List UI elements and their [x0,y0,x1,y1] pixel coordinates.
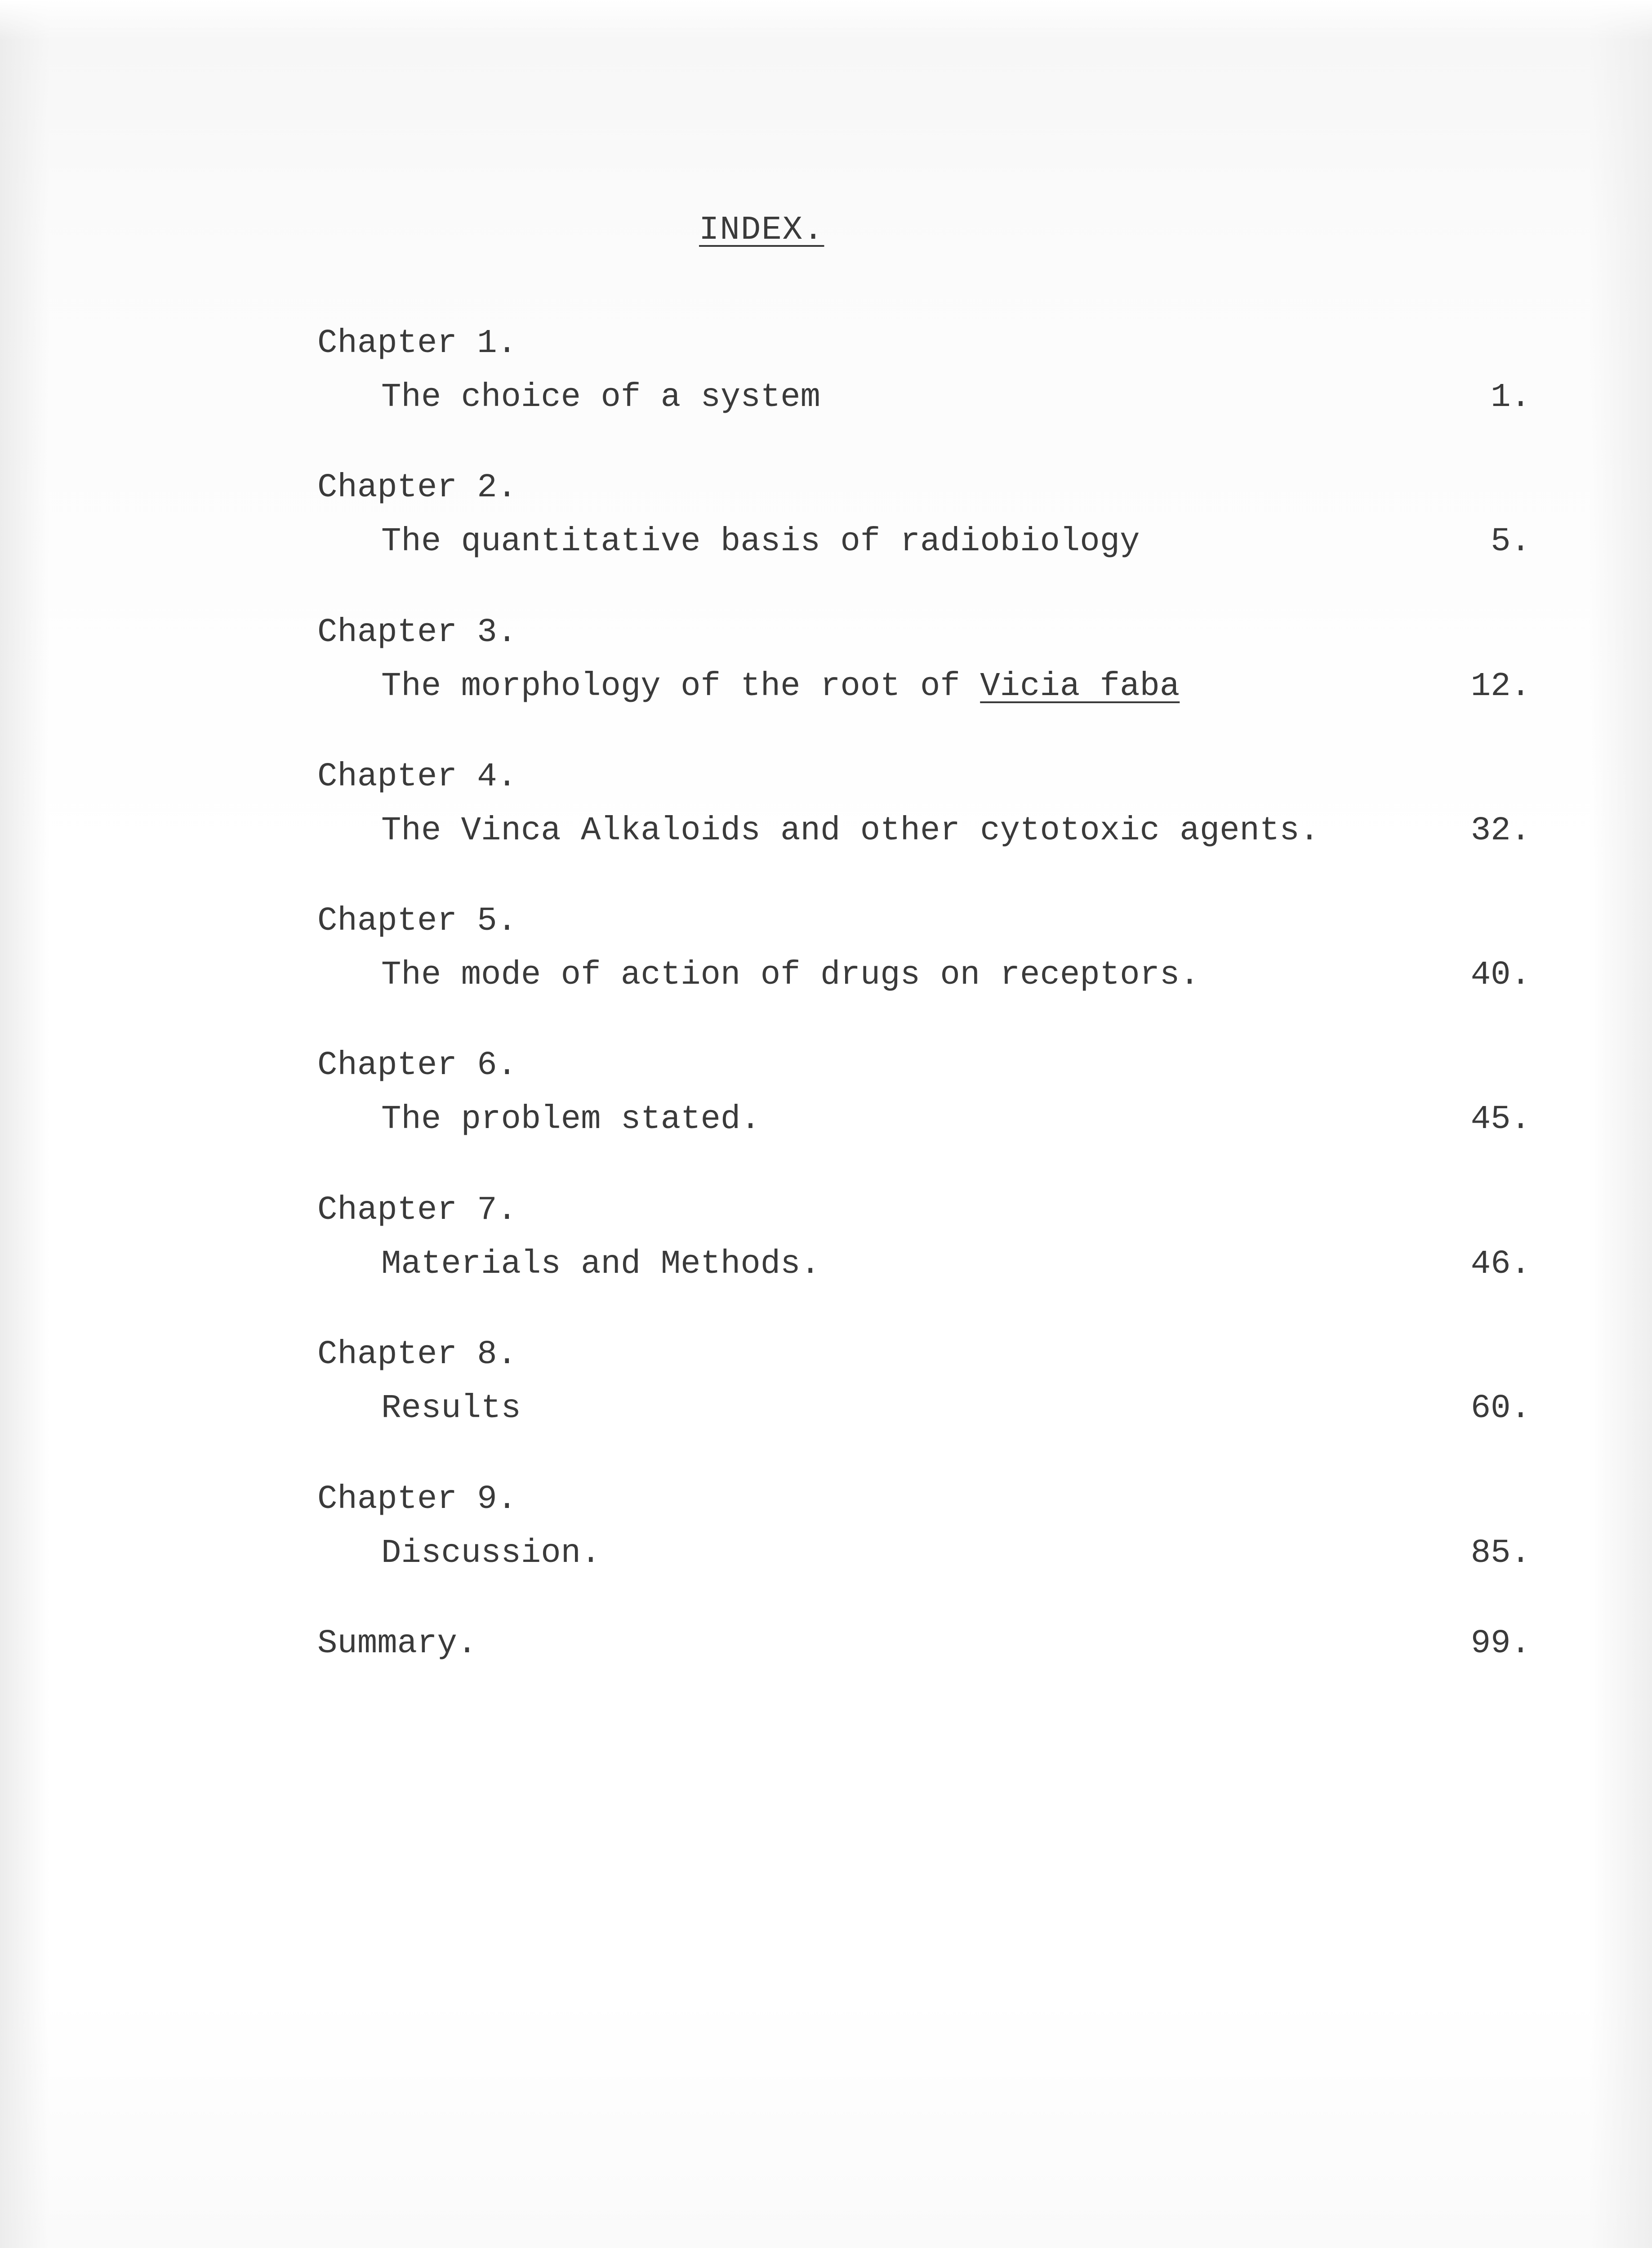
chapter-title: The problem stated. [381,1101,761,1138]
chapter-label: Chapter 4. [317,758,517,796]
chapter-label: Chapter 8. [317,1336,517,1374]
chapter-label: Chapter 2. [317,469,517,507]
chapter-page-number: 40. [1470,956,1531,994]
chapter-page-number: 1. [1491,379,1531,416]
index-entry-chapter-8 [0,1332,1652,1436]
chapter-title: The mode of action of drugs on receptors. [381,956,1200,994]
chapter-page-number: 32. [1470,812,1531,850]
index-entry-chapter-5 [0,899,1652,1002]
index-entry-chapter-7 [0,1188,1652,1291]
index-entry-chapter-2 [0,465,1652,569]
chapter-page-number: 85. [1470,1534,1531,1572]
index-entry-chapter-1 [0,321,1652,424]
index-entry-chapter-6 [0,1043,1652,1146]
chapter-title: The Vinca Alkaloids and other cytotoxic agents. [381,812,1320,850]
chapter-title [381,664,1180,709]
chapter-label: Chapter 5. [317,902,517,940]
index-entry-summary [0,1621,1652,1671]
paper-shadow-top [0,0,1652,40]
chapter-title-text: The morphology of the root of [381,668,980,705]
chapter-label: Chapter 1. [317,325,517,362]
index-entry-chapter-4 [0,754,1652,858]
index-entry-chapter-3 [0,610,1652,714]
index-title: INDEX. [699,211,824,249]
chapter-label: Chapter 3. [317,614,517,651]
chapter-title: Materials and Methods. [381,1245,820,1283]
chapter-page-number: 46. [1470,1245,1531,1283]
summary-label: Summary. [317,1625,477,1663]
chapter-page-number: 60. [1470,1390,1531,1427]
chapter-label: Chapter 9. [317,1481,517,1518]
chapter-title: Discussion. [381,1534,601,1572]
summary-page-number: 99. [1470,1625,1531,1663]
chapter-title: The choice of a system [381,379,820,416]
chapter-title: The quantitative basis of radiobiology [381,523,1140,561]
species-name: Vicia faba [980,668,1180,705]
index-entry-chapter-9 [0,1477,1652,1580]
chapter-label: Chapter 6. [317,1047,517,1084]
chapter-title: Results [381,1390,521,1427]
chapter-label: Chapter 7. [317,1191,517,1229]
chapter-page-number: 5. [1491,523,1531,561]
chapter-page-number: 12. [1470,668,1531,705]
chapter-page-number: 45. [1470,1101,1531,1138]
